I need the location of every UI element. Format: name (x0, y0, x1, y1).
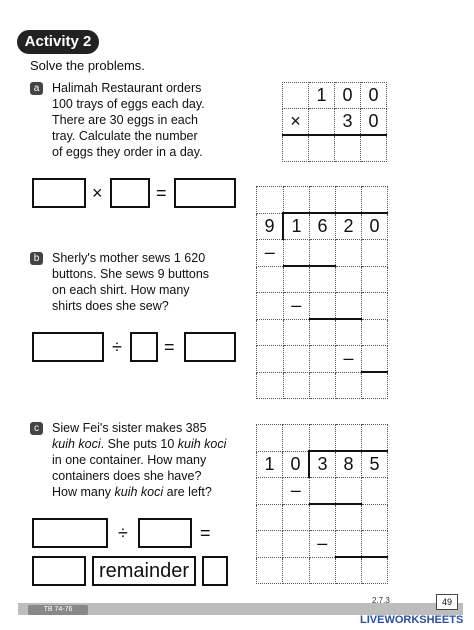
grid-b-cell[interactable] (283, 240, 310, 267)
minus-sign: – (309, 531, 336, 558)
grid-a-cell[interactable]: 3 (335, 109, 361, 136)
page-number: 49 (436, 594, 458, 610)
remainder-label: remainder (92, 556, 196, 586)
grid-a-cell[interactable]: 0 (335, 83, 361, 109)
grid-a-cell[interactable] (309, 135, 335, 162)
grid-b-cell[interactable] (362, 346, 388, 373)
grid-a-cell[interactable]: 0 (361, 109, 387, 136)
grid-a-cell[interactable] (335, 135, 361, 162)
grid-a-cell[interactable] (361, 135, 387, 162)
grid-a-cell[interactable]: 0 (361, 83, 387, 109)
grid-b-cell[interactable] (283, 266, 310, 293)
answer-box-c2[interactable] (138, 518, 192, 548)
grid-b-cell[interactable] (336, 319, 362, 346)
divisor-cell: 1 (257, 451, 283, 478)
minus-sign: – (336, 346, 362, 373)
grid-c-cell[interactable] (336, 531, 362, 558)
question-b-label: b (30, 252, 43, 265)
division-grid-b (256, 186, 388, 399)
multiplication-grid (282, 82, 387, 162)
standard-code: 2.7.3 (372, 596, 390, 605)
grid-b-cell[interactable] (310, 319, 336, 346)
grid-a-cell[interactable]: × (283, 109, 309, 136)
dividend-cell: 0 (362, 213, 388, 240)
divisor-cell: 0 (283, 451, 310, 478)
grid-b-cell[interactable] (310, 240, 336, 267)
question-a-text: Halimah Restaurant orders 100 trays of eggs each day. There are 30 eggs in each tray. Calculate the number of eggs they order in a day. (52, 81, 205, 159)
dividend-cell: 1 (283, 213, 310, 240)
dividend-cell: 8 (336, 451, 362, 478)
question-c-label: c (30, 422, 43, 435)
divide-sign-b: ÷ (112, 337, 122, 357)
grid-a-cell[interactable] (309, 109, 335, 136)
grid-c-cell[interactable] (309, 478, 336, 505)
dividend-cell: 6 (310, 213, 336, 240)
minus-sign: – (283, 293, 310, 320)
instruction-text: Solve the problems. (30, 58, 145, 73)
minus-sign: – (257, 240, 284, 267)
equals-sign-c: = (200, 523, 211, 543)
liveworksheets-logo: LIVEWORKSHEETS (360, 614, 464, 626)
grid-a-cell[interactable] (283, 135, 309, 162)
grid-c-cell[interactable] (336, 478, 362, 505)
answer-box-b2[interactable] (130, 332, 158, 362)
answer-box-c4[interactable] (202, 556, 228, 586)
divide-sign-c: ÷ (118, 523, 128, 543)
equals-sign-b: = (164, 337, 175, 357)
grid-a-cell[interactable] (283, 83, 309, 109)
grid-b-cell[interactable] (336, 293, 362, 320)
activity-badge: Activity 2 (17, 30, 99, 54)
textbook-reference: TB 74-76 (28, 605, 88, 615)
answer-box-c3[interactable] (32, 556, 86, 586)
question-c-text: Siew Fei's sister makes 385 kuih koci. She puts 10 kuih koci in one container. How many containers does she have? How many kuih koci are left? (52, 421, 227, 499)
grid-b-cell[interactable] (310, 293, 336, 320)
grid-b-cell[interactable] (310, 266, 336, 293)
grid-b-cell[interactable] (362, 372, 388, 399)
grid-c-cell[interactable] (362, 557, 388, 584)
divisor-cell: 9 (257, 213, 284, 240)
answer-box-c1[interactable] (32, 518, 108, 548)
grid-c-cell[interactable] (336, 504, 362, 531)
minus-sign: – (283, 478, 310, 505)
dividend-cell: 3 (309, 451, 336, 478)
answer-box-a3[interactable] (174, 178, 236, 208)
grid-c-cell[interactable] (362, 531, 388, 558)
equals-sign-a: = (156, 183, 167, 203)
division-grid-c (256, 424, 388, 584)
answer-box-b1[interactable] (32, 332, 104, 362)
dividend-cell: 5 (362, 451, 388, 478)
grid-c-cell[interactable] (336, 557, 362, 584)
grid-a-cell[interactable]: 1 (309, 83, 335, 109)
times-sign-a: × (92, 183, 103, 203)
answer-box-b3[interactable] (184, 332, 236, 362)
question-a-label: a (30, 82, 43, 95)
grid-c-cell[interactable] (309, 504, 336, 531)
answer-box-a1[interactable] (32, 178, 86, 208)
answer-box-a2[interactable] (110, 178, 150, 208)
dividend-cell: 2 (336, 213, 362, 240)
question-b-text: Sherly's mother sews 1 620 buttons. She sews 9 buttons on each shirt. How many shirts does she sew? (52, 251, 210, 313)
